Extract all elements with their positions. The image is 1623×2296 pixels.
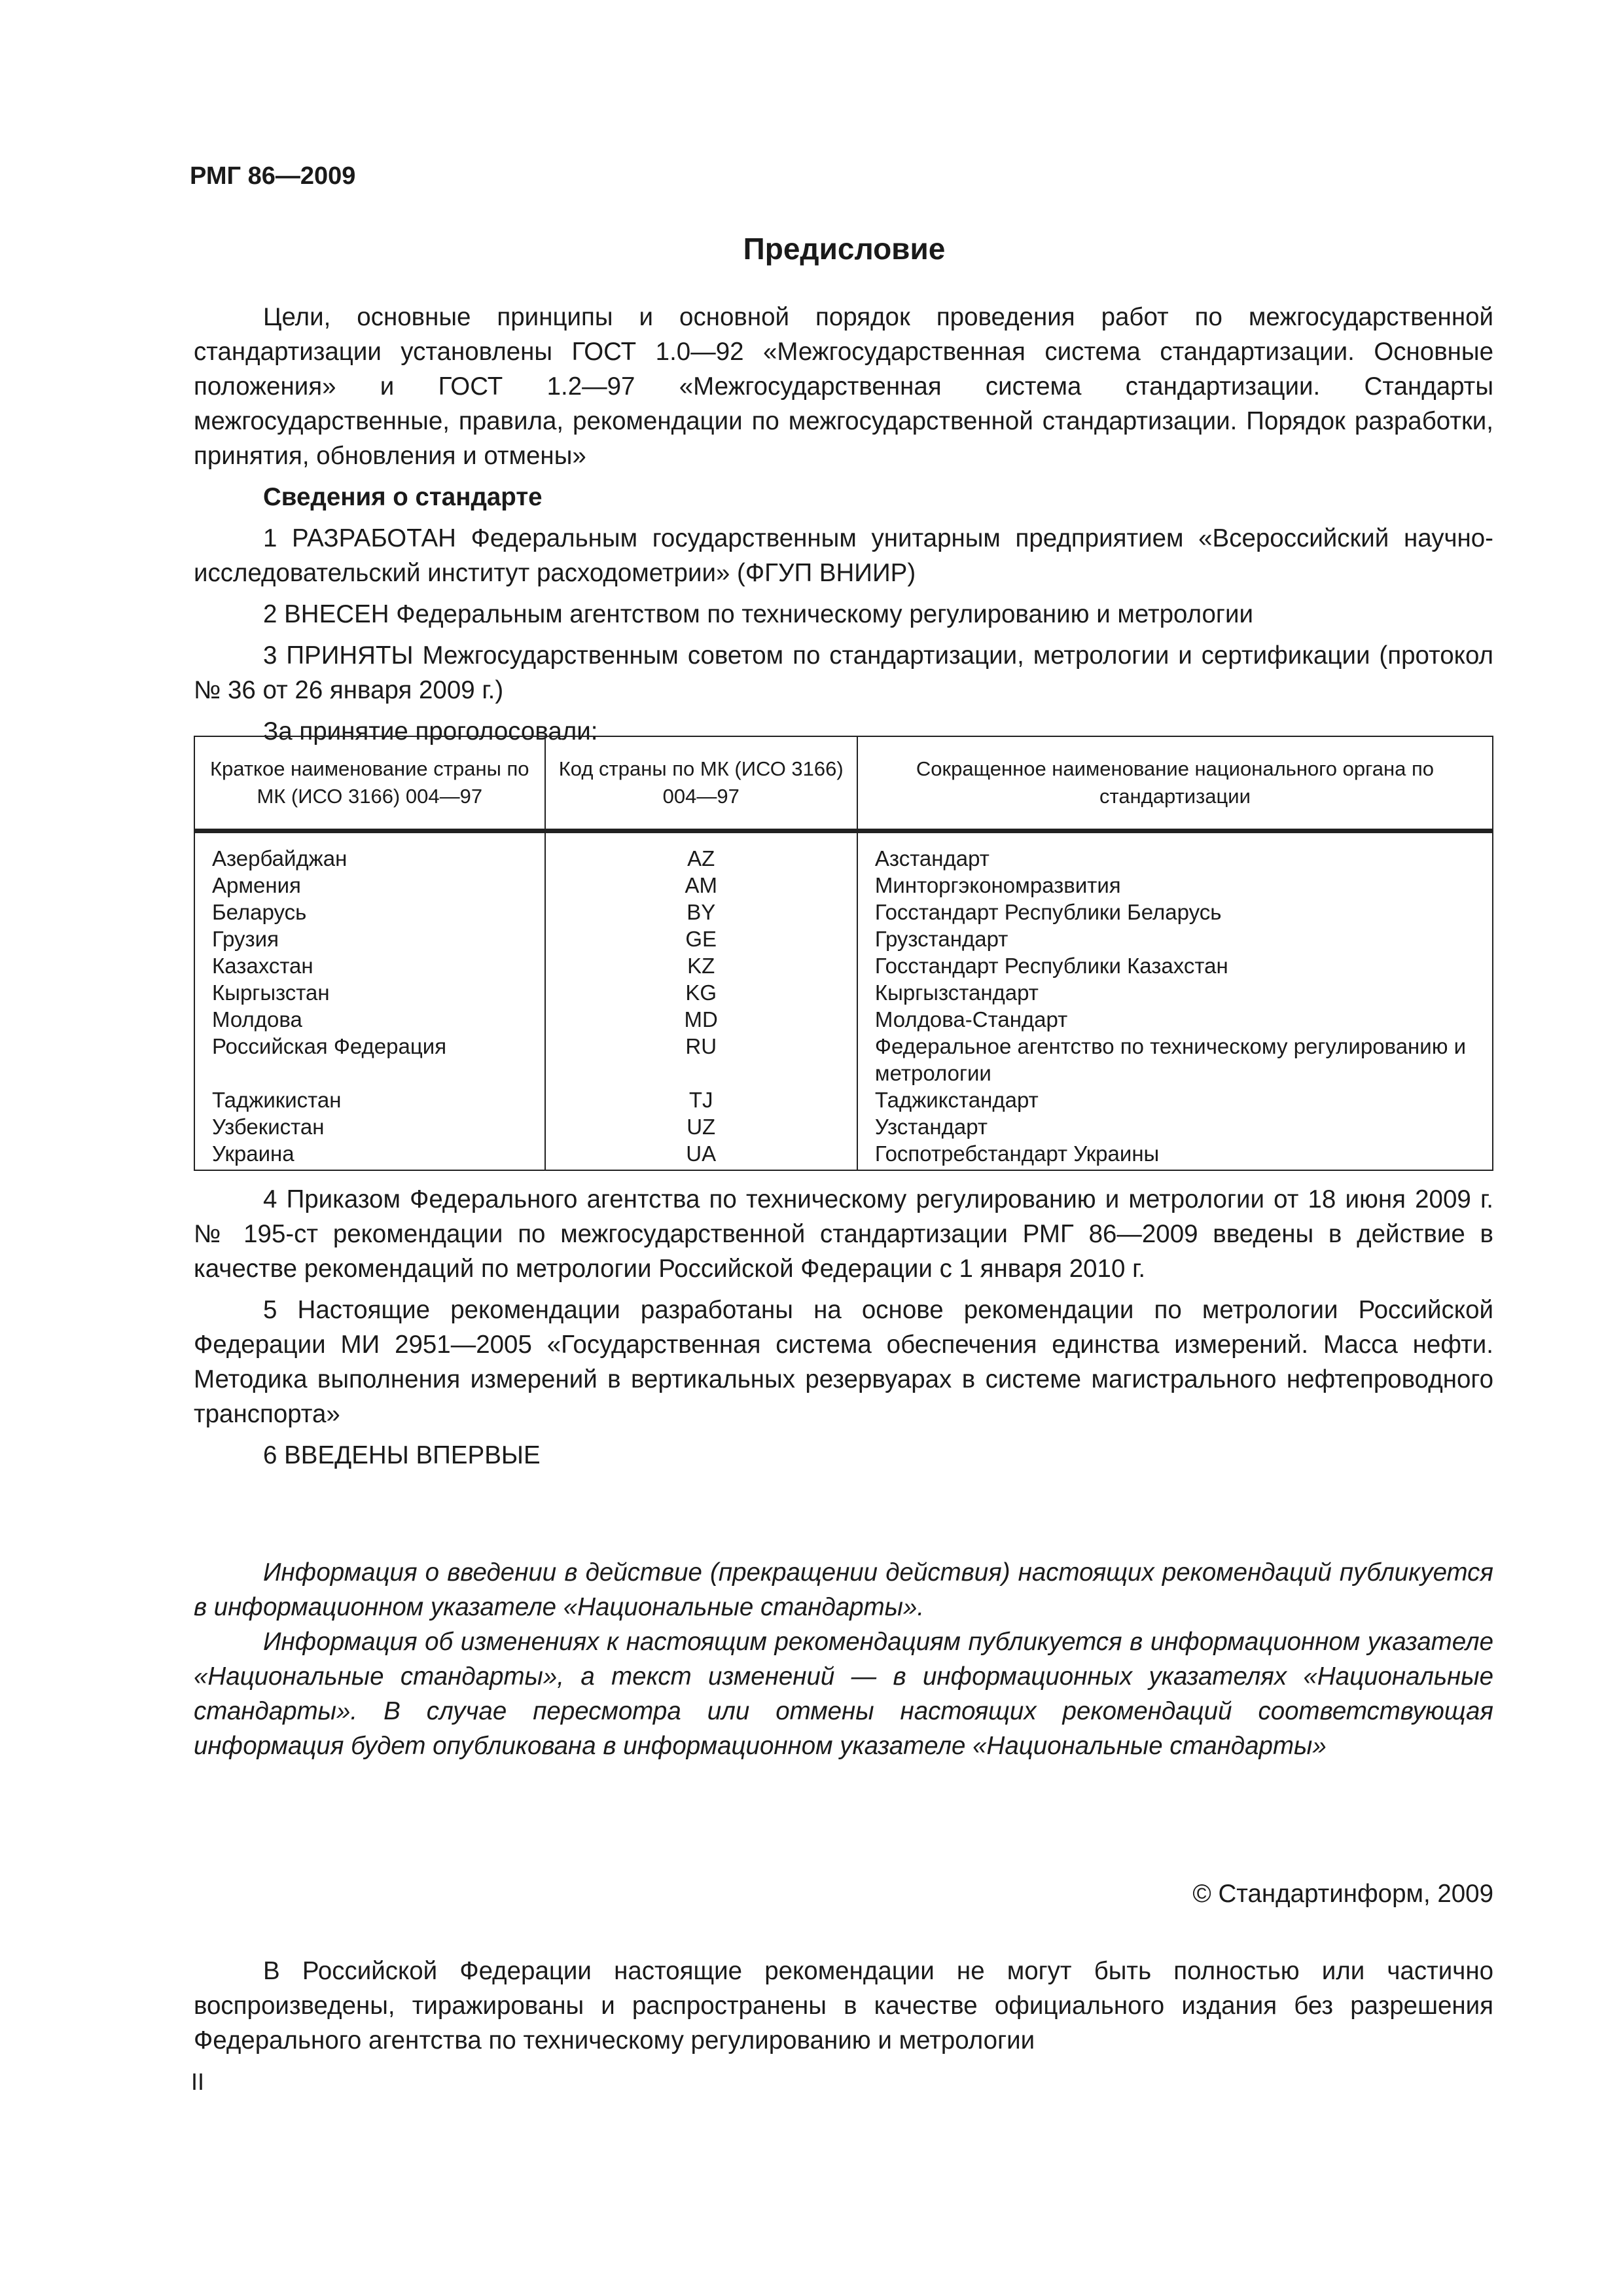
code-cell: UA [545, 1140, 857, 1170]
code-cell: KG [545, 979, 857, 1006]
country-cell: Кыргызстан [194, 979, 545, 1006]
table-row [194, 872, 1493, 899]
country-cell: Молдова [194, 1006, 545, 1033]
body-cell: Госстандарт Республики Казахстан [857, 952, 1493, 979]
body-cell: Грузстандарт [857, 925, 1493, 952]
info-heading: Сведения о стандарте [263, 483, 543, 511]
item-3: 3 ПРИНЯТЫ Межгосударственным советом по стандартизации, метрологии и сертификации (протокол № 36 от 26 января 2009 г.) [194, 641, 1493, 704]
header-body: Сокращенное наименование национального органа по стандартизации [857, 736, 1493, 831]
item-1: 1 РАЗРАБОТАН Федеральным государственным унитарным предприятием «Всероссийский научно-исследовательский институт расходометрии» (ФГУП ВНИИР) [194, 524, 1493, 587]
notice-paragraph-1: Информация о введении в действие (прекращении действия) настоящих рекомендаций публикуется в информационном указателе «Национальные стандарты». [194, 1558, 1493, 1621]
country-cell: Грузия [194, 925, 545, 952]
country-cell: Армения [194, 872, 545, 899]
foreword-body [194, 300, 1493, 749]
table-row [194, 1006, 1493, 1033]
body-cell: Кыргызстандарт [857, 979, 1493, 1006]
item-2: 2 ВНЕСЕН Федеральным агентством по техническому регулированию и метрологии [263, 600, 1253, 628]
body-cell: Госстандарт Республики Беларусь [857, 899, 1493, 925]
country-cell: Азербайджан [194, 831, 545, 872]
publication-notice [194, 1555, 1493, 1763]
code-cell: AM [545, 872, 857, 899]
table-row [194, 1086, 1493, 1113]
document-code-header: РМГ 86—2009 [190, 162, 356, 190]
voted-label: За принятие проголосовали: [263, 717, 598, 745]
code-cell: AZ [545, 831, 857, 872]
country-cell: Таджикистан [194, 1086, 545, 1113]
code-cell: BY [545, 899, 857, 925]
item-4: 4 Приказом Федерального агентства по техническому регулированию и метрологии от 18 июня 2009 г. № 195-ст рекомендации по межгосударственной стандартизации РМГ 86—2009 введены в действие в качестве рекомендаций по метрологии Российской Федерации с 1 января 2010 г. [194, 1185, 1493, 1283]
body-cell: Госпотребстандарт Украины [857, 1140, 1493, 1170]
table-row [194, 899, 1493, 925]
table-row [194, 952, 1493, 979]
copyright-line: © Стандартинформ, 2009 [1192, 1880, 1493, 1908]
body-cell: Азстандарт [857, 831, 1493, 872]
page-title: Предисловие [743, 232, 946, 266]
table-header-row [194, 736, 1493, 831]
country-cell: Российская Федерация [194, 1033, 545, 1086]
code-cell: MD [545, 1006, 857, 1033]
code-cell: UZ [545, 1113, 857, 1140]
body-cell: Молдова-Стандарт [857, 1006, 1493, 1033]
rights-paragraph: В Российской Федерации настоящие рекомендации не могут быть полностью или частично воспроизведены, тиражированы и распространены в качестве официального издания без разрешения Федерального агентства по техническому регулированию и метрологии [194, 1957, 1493, 2054]
code-cell: KZ [545, 952, 857, 979]
voting-table [194, 736, 1493, 1171]
foreword-continued [194, 1182, 1493, 1473]
table-row [194, 1140, 1493, 1170]
table-row [194, 1113, 1493, 1140]
intro-paragraph: Цели, основные принципы и основной порядок проведения работ по межгосударственной стандартизации установлены ГОСТ 1.0—92 «Межгосударственная система стандартизации. Основные положения» и ГОСТ 1.2—97 «Межгосударственная система стандартизации. Стандарты межгосударственные, правила, рекомендации по межгосударственной стандартизации. Порядок разработки, принятия, обновления и отмены» [194, 303, 1493, 470]
notice-paragraph-2: Информация об изменениях к настоящим рекомендациям публикуется в информационном указателе «Национальные стандарты», а текст изменений — в информационных указателях «Национальные стандарты». В случае пересмотра или отмены настоящих рекомендаций соответствующая информация будет опубликована в информационном указателе «Национальные стандарты» [194, 1628, 1493, 1760]
item-6: 6 ВВЕДЕНЫ ВПЕРВЫЕ [263, 1441, 541, 1469]
body-cell: Таджикстандарт [857, 1086, 1493, 1113]
header-code: Код страны по МК (ИСО 3166) 004—97 [545, 736, 857, 831]
table-row [194, 925, 1493, 952]
table-row [194, 979, 1493, 1006]
country-cell: Казахстан [194, 952, 545, 979]
code-cell: GE [545, 925, 857, 952]
rights-notice [194, 1954, 1493, 2058]
item-5: 5 Настоящие рекомендации разработаны на основе рекомендации по метрологии Российской Федерации МИ 2951—2005 «Государственная система обеспечения единства измерений. Масса нефти. Методика выполнения измерений в вертикальных резервуарах в системе магистрального нефтепроводного транспорта» [194, 1296, 1493, 1428]
code-cell: RU [545, 1033, 857, 1086]
header-country: Краткое наименование страны по МК (ИСО 3166) 004—97 [194, 736, 545, 831]
country-cell: Украина [194, 1140, 545, 1170]
code-cell: TJ [545, 1086, 857, 1113]
country-cell: Беларусь [194, 899, 545, 925]
body-cell: Минторгэкономразвития [857, 872, 1493, 899]
table-body [194, 831, 1493, 1171]
country-cell: Узбекистан [194, 1113, 545, 1140]
page-number: II [191, 2068, 205, 2095]
body-cell: Федеральное агентство по техническому регулированию и метрологии [857, 1033, 1493, 1086]
table-row [194, 831, 1493, 872]
body-cell: Узстандарт [857, 1113, 1493, 1140]
table-row [194, 1033, 1493, 1086]
